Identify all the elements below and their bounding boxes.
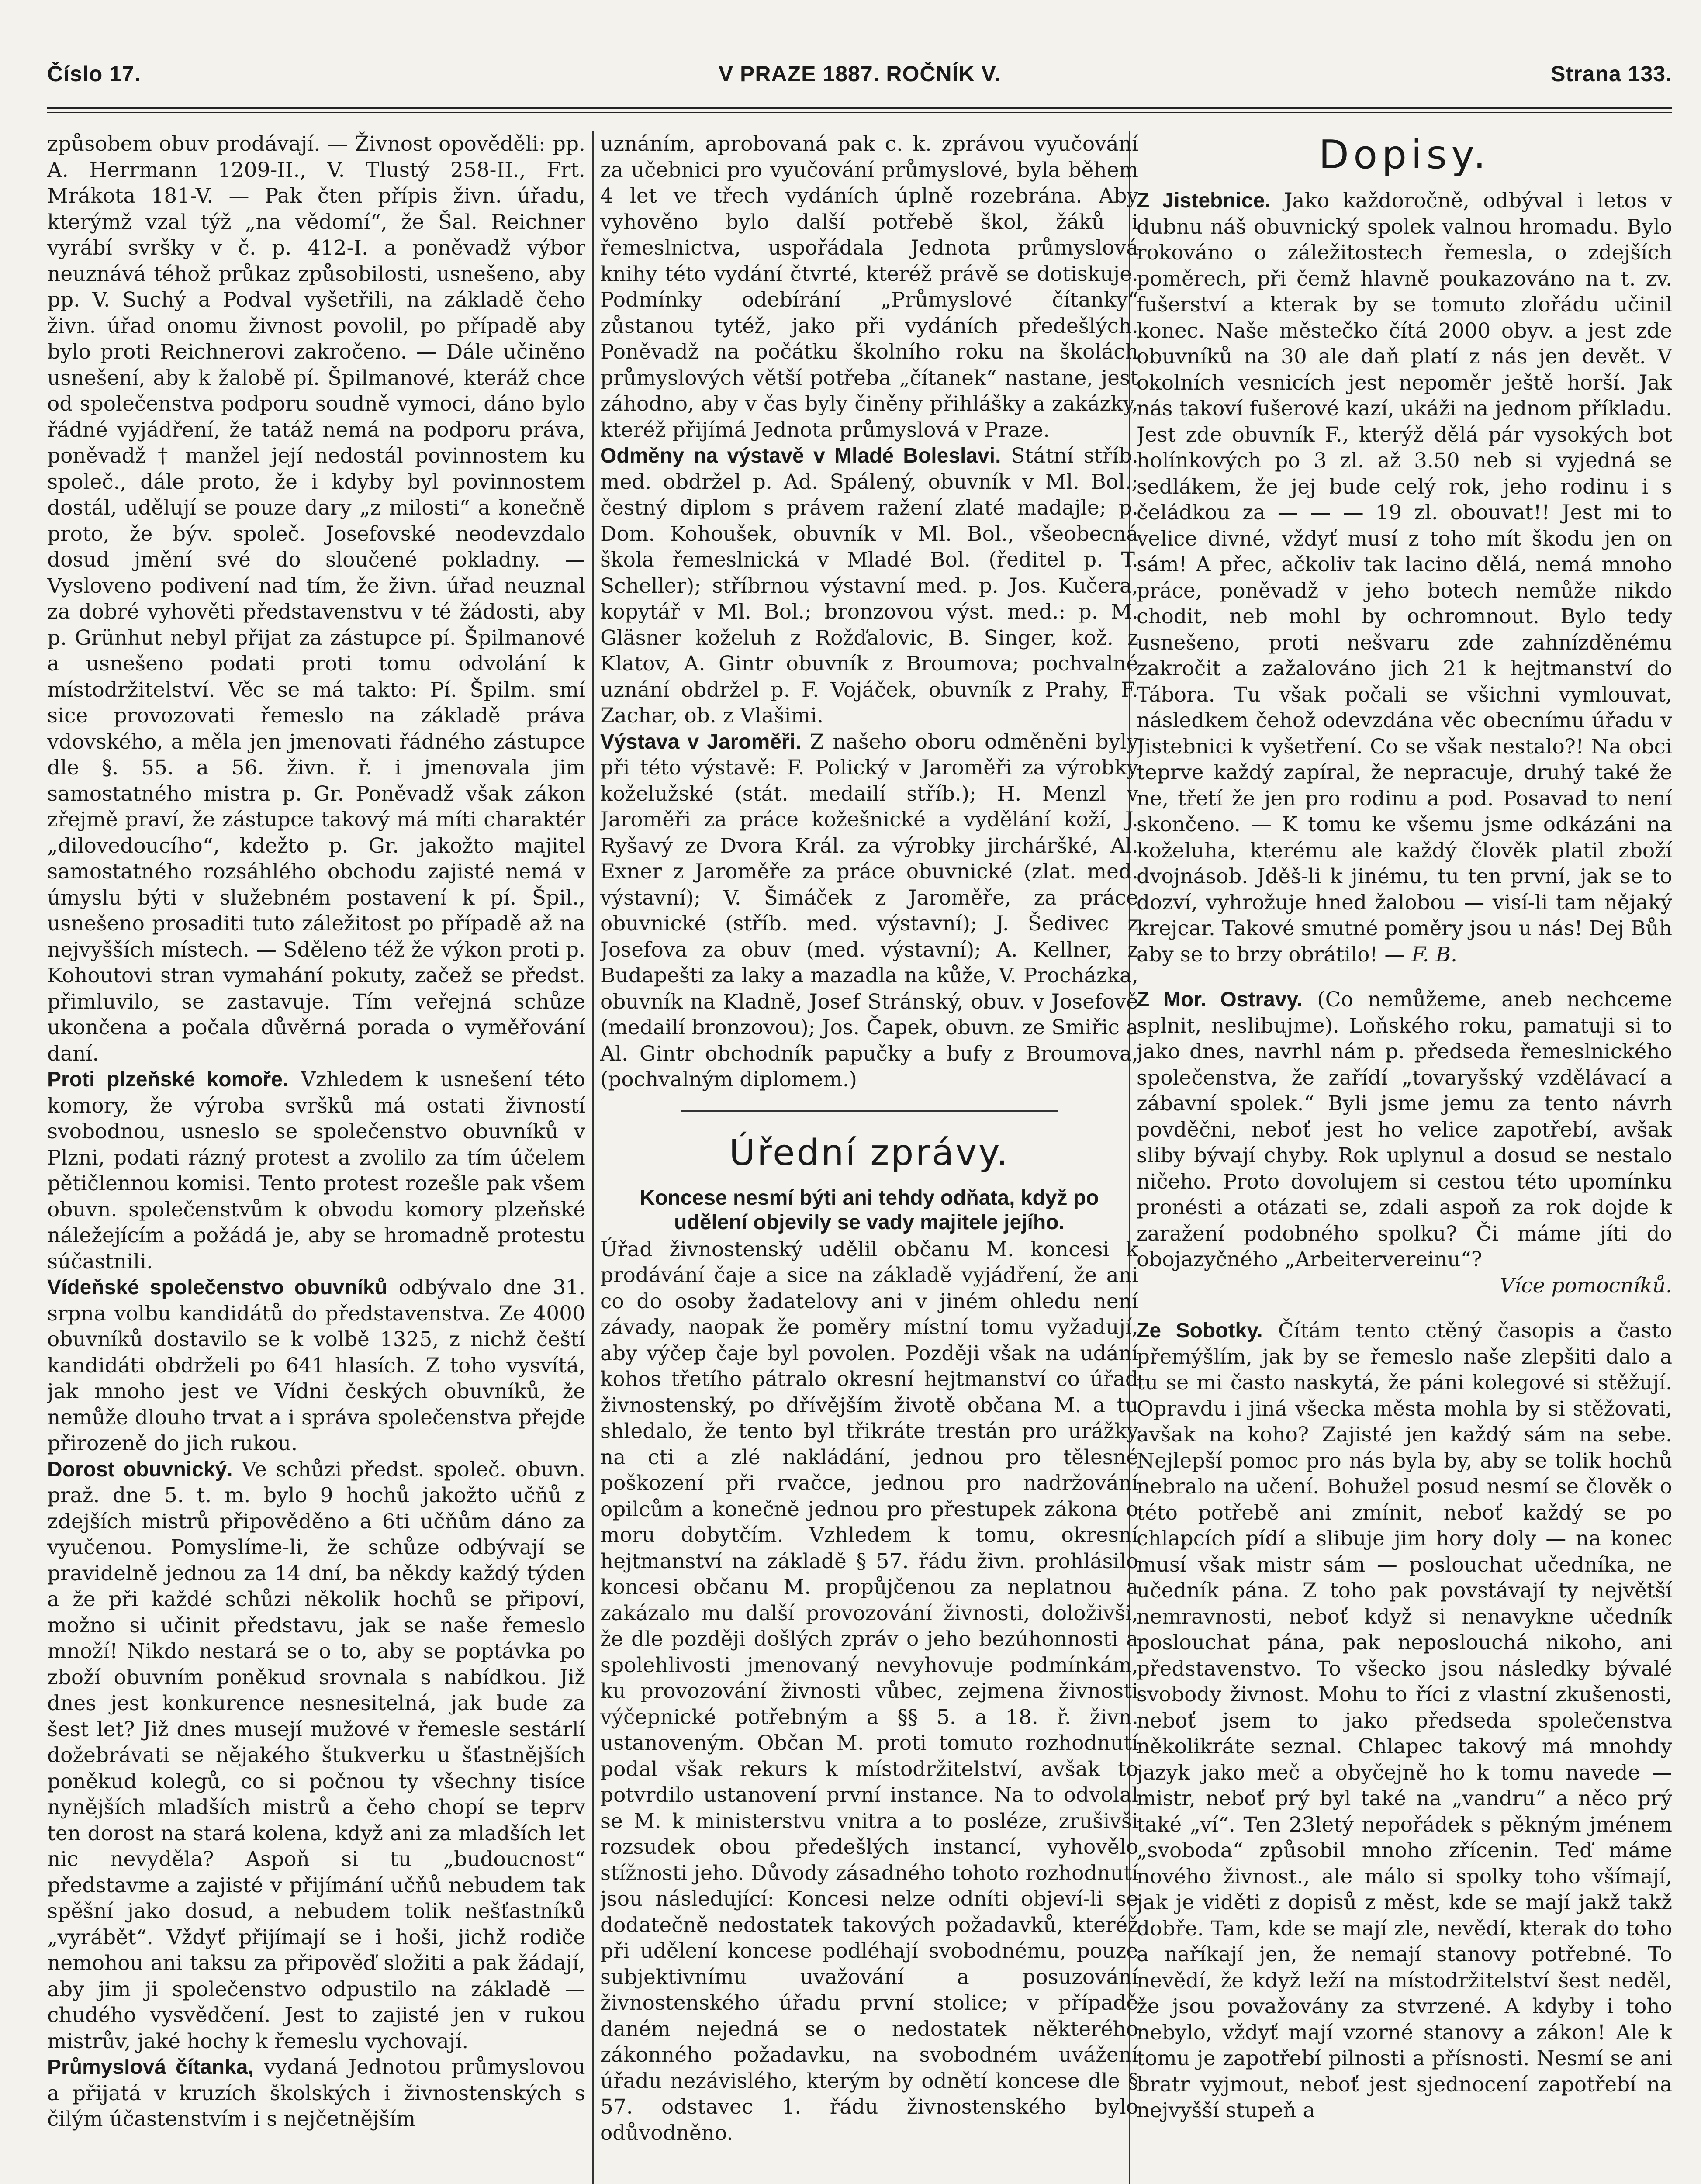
article-lead: Ze Sobotky.	[1137, 1319, 1263, 1342]
issue-number: Číslo 17.	[47, 62, 141, 86]
article-odmeny	[600, 443, 1138, 729]
spacer	[1137, 968, 1672, 987]
article-citanka	[47, 2054, 585, 2132]
article-body: Z našeho oboru odměněni byly při této výstavě: F. Polický v Jaroměři za výrobky koželužské (stát. medailí stříb.); H. Menzl v Jaroměři za práce kožešnické a vydělání koží, J. Ryšavý ze Dvora Král. za výrobky jircháršké, Al. Exner z Jaroměře za práce obuvnické (zlat. med. výstavní); V. Šimáček z Jaroměře, za práce obuvnické (stříb. med. výstavní); J. Šedivec z Josefova za obuv (med. výstavní); A. Kellner, z Budapešti za laky a mazadla na kůže, V. Procházka, obuvník na Kladně, Josef Stránský, obuv. v Josefově (medailí bronzovou); Jos. Čapek, obuvn. ze Smiřic a Al. Gintr obchodník papučky a bufy z Broumova, (pochvalným diplomem.)	[600, 729, 1138, 1092]
section-rule	[681, 1110, 1058, 1112]
article-lead: Z Mor. Ostravy.	[1137, 988, 1303, 1011]
page-number: Strana 133.	[1551, 62, 1672, 86]
spacer	[1137, 1299, 1672, 1318]
article-body: Čítám tento ctěný časopis a často přemýšlím, jak by se řemeslo naše zlepšiti dalo a tu se mi často naskytá, že páni kolegové si stěžují. Opravdu i jiná všecka města mohla by si stěžovati, avšak na koho? Zajisté jen každý sám na sebe. Nejlepší pomoc pro nás byla by, aby se tolik hochů nebralo na učení. Bohužel posud nesmí se člověk o této potřebě ani zmínit, neboť každý se po chlapcích pídí a slibuje jim hory doly — na konec musí však mistr sám — poslouchat učedníka, ne učedník pána. Z toho pak povstávají ty největší nemravnosti, neboť když si nenavykne učedník poslouchat pána, pak neposlouchá nikoho, ani představenstvo. To všecko jsou následky bývalé svobody živnost. Mohu to říci z vlastní zkušenosti, neboť jsem to jako předseda společenstva několikráte seznal. Chlapec takový má mnohdy jazyk jako meč a obyčejně ho k tomu navede — mistr, neboť prý byl také na „vandru“ a něco prý také „ví“. Ten 23letý nepořádek s pěkným jménem „svoboda“ způsobil mnoho zřícenin. Teď máme nového živnost., ale málo si spolky toho všímají, jak je viděti z dopisů z měst, kde se mají jakž takž dobře. Tam, kde se mají zle, nevědí, kterak do toho a naříkají jen, že nemají stanovy potřebné. To nevědí, že když leží na místodržitelství šest neděl, že jsou považovány za stvrzené. A kdyby i toho nebylo, vždyť mají vzorné stanovy a zákon! Ale k tomu je zapotřebí pilnosti a přísnosti. Nesmí se ani bratr vyjmout, neboť jest sjednocení zapotřebí na nejvyšší stupeň a	[1137, 1319, 1672, 2122]
article-lead: Vídeňské společenstvo obuvníků	[47, 1276, 388, 1299]
column-divider-1	[592, 131, 594, 2184]
article-koncese: Úřad živnostenský udělil občanu M. koncesi k prodávání čaje a sice na základě vyjádření, že ani co do osoby žadatelovy ani v jiném ohledu není závady, naopak že poměry místní tomu vyžadují, aby výčep čaje byl povolen. Později však na udání kohos třetího pátralo okresní hejtmanství co úřad živnostenský, po dřívějším životě občana M. a tu shledalo, že tento byl třikráte trestán pro urážky na cti a zlé nakládání, jednou pro tělesné poškození při rvačce, jednou pro nadržování opilcům a konečně jednou pro přestupek zákona o moru dobytčím. Vzhledem k tomu, okresní hejtmanství na základě § 57. řádu živn. prohlásilo koncesi občanu M. propůjčenou za neplatnou a zakázalo mu další provozování živnosti, doloživši, že dle později došlých zpráv o jeho bezúhonnosti a spolehlivosti jmenovaný nevyhovuje podmínkám, ku provozování živnosti vůbec, zejmena živnosti výčepnické potřebným a §§ 5. a 18. ř. živn. ustanoveným. Občan M. proti tomuto rozhodnutí podal však rekurs k místodržitelství, avšak to potvrdilo ustanovení první instance. Na to odvolal se M. k ministerstvu vnitra a to posléze, zrušivši rozsudek obou předešlých instancí, vyhovělo stížnosti jeho. Důvody zásadného tohoto rozhodnutí jsou následující: Koncesi nelze odníti objeví-li se dodatečně nedostatek takových požadavků, kteréž při udělení koncese podléhají svobodnému, pouze subjektivnímu uvažování a posuzování živnostenského úřadu první stolice; v případě daném nejedná se o nedostatek některého zákonného požadavku, na svobodném uvážení úřadu nezávislého, kterým by odnětí koncese dle § 57. odstavec 1. řádu živnostenského bylo odůvodněno.	[600, 1237, 1138, 2145]
article-plzen	[47, 1067, 585, 1275]
article-lead: Dorost obuvnický.	[47, 1458, 233, 1481]
letter-sobotka	[1137, 1318, 1672, 2124]
article-body: odbývalo dne 31. srpna volbu kandidátů do představenstva. Ze 4000 obuvníků dostavilo se k volbě 1325, z nichž čeští kandidáti obdrželi po 641 hlasích. Z toho vysvítá, jak mnoho jest ve Vídni českých obuvníků, že nemůže dlouho trvat a i správa společenstva přejde přirozeně do jich rukou.	[47, 1275, 585, 1455]
article-jaromer	[600, 729, 1138, 1093]
article-lead: Průmyslová čítanka,	[47, 2056, 254, 2079]
signature: F. B.	[1411, 942, 1457, 967]
article-lead: Z Jistebnice.	[1137, 189, 1271, 212]
article-lead: Výstava v Jaroměři.	[600, 730, 802, 753]
column-2	[600, 131, 1138, 2184]
article-headline: Koncese nesmí býti ani tehdy odňata, když po udělení objevily se vady majitele jejího.	[640, 1186, 1099, 1234]
masthead	[47, 61, 1672, 96]
masthead-title: V PRAZE 1887. ROČNÍK V.	[718, 62, 1001, 86]
article-body: vydaná Jednotou průmyslovou a přijatá v kruzích školských i živnostenských s čilým účastenstvím i s nejčetnějším	[47, 2055, 585, 2131]
section-title: Úřední zprávy.	[729, 1132, 1010, 1174]
article-body: Státní stříb. med. obdržel p. Ad. Spálený, obuvník v Ml. Bol.; čestný diplom s právem ražení zlaté madajle; p. Dom. Kohoušek, obuvník v Ml. Bol., všeobecná škola řemeslnická v Mladé Bol. (ředitel p. T. Scheller); stříbrnou výstavní med. p. Jos. Kučera, kopytář v Ml. Bol.; bronzovou výst. med.: p. M. Gläsner koželuh z Rožďalovic, B. Singer, kož. z Klatov, A. Gintr obuvník z Broumova; pochvalné uznání obdržel p. F. Vojáček, obuvník z Prahy, F. Zachar, ob. z Vlašimi.	[600, 444, 1138, 728]
letter-jistebnice	[1137, 188, 1672, 968]
letter-ostrava	[1137, 987, 1672, 1273]
article-continuation: uznáním, aprobovaná pak c. k. zprávou vyučování za učebnici pro vyučování průmyslové, byla během 4 let ve třech vydáních úplně rozebrána. Aby vyhověno bylo další potřebě škol, žáků i řemeslnictva, uspořádala Jednota průmyslová knihy této vydání čtvrté, kteréž právě se dotiskuje. Podmínky odebírání „Průmyslové čítanky“ zůstanou tytéž, jako při vydáních předešlých. Poněvadž na počátku školního roku na školách průmyslových větší potřeba „čítanek“ nastane, jest záhodno, aby v čas byly činěny přihlášky a zakázky, kteréž přijímá Jednota průmyslová v Praze.	[600, 132, 1138, 442]
article-dorost	[47, 1457, 585, 2055]
article-body: Ve schůzi předst. společ. obuvn. praž. dne 5. t. m. bylo 9 hochů jakožto učňů z zdejších mistrů připověděno a 6ti učňům dáno za vyučenou. Pomyslíme-li, že schůze odbývají se pravidelně jednou za 14 dní, ba někdy každý týden a že při každé schůzi několik hochů se připoví, možno si učinit představu, jak se naše řemeslo množí! Nikdo nestará se o to, aby se poptávka po zboží obuvním poněkud srovnala s nabídkou. Již dnes jest konkurence nesnesitelná, jak bude za šest let? Již dnes musejí mužové v řemesle sestárlí dožebrávati se nějakého štukverku u šťastnějších poněkud kolegů, co si počnou ty všechny tisíce nynějších mladších mistrů a čeho chopí se teprv ten dorost na stará kolena, když ani za mladších let nic nevyděla? Aspoň si tu „budoucnost“ představme a zajisté v přijímání učňů nebudem tak spěšní jako dosud, a nebudem tolik nešťastníků „vyrábět“. Vždyť přijímají se i hoši, jichž rodiče nemohou ani taksu za připověď složiti a pak žádají, aby jim ji společenstvo odpustilo na základě — chudého vysvědčení. Jest to zajisté jen v rukou mistrův, jaké hochy k řemeslu vychovají.	[47, 1457, 585, 2053]
column-3	[1137, 131, 1672, 2184]
article-viden	[47, 1275, 585, 1457]
article-lead: Odměny na výstavě v Mladé Boleslavi.	[600, 444, 1001, 467]
header-rule	[47, 107, 1672, 113]
article-continuation: způsobem obuv prodávají. — Živnost opověděli: pp. A. Herrmann 1209-II., V. Tlustý 258-II., Frt. Mrákota 181-V. — Pak čten přípis živn. úřadu, kterýmž vzal týž „na vědomí“, že Šal. Reichner vyrábí svršky v č. p. 412-I. a poněvadž výbor neuznává téhož průkaz způsobilosti, usnešeno, aby pp. V. Suchý a Podval vyšetřili, na základě čeho živn. úřad onomu živnost povolil, po případě aby bylo proti Reichnerovi zakročeno. — Dále učiněno usnešení, aby k žalobě pí. Špilmanové, kteráž chce od společenstva podporu soudně vymoci, dáno bylo řádné vyjádření, že tatáž nemá na podporu práva, poněvadž † manžel její nedostál povinnostem ku společ., dále proto, že i kdyby byl povinnostem dostál, udělují se pouze dary „z milosti“ a konečně proto, že býv. společ. Josefovské neodevzdalo dosud jmění své do sloučené pokladny. — Vysloveno podivení nad tím, že živn. úřad neuznal za dobré vyhověti představenstvu v té žádosti, aby p. Grünhut nebyl přijat za zástupce pí. Špilmanové a usnešeno podati proti tomu odvolání k místodržitelství. Věc se má takto: Pí. Špilm. smí sice provozovati řemeslo na základě práva vdovského, a měla jen jmenovati řádného zástupce dle §. 55. a 56. živn. ř. i jmenovala jim samostatného mistra p. Gr. Poněvadž však zákon zřejmě praví, že zástupce takový má míti charaktér „dilovedoucího“, kdežto p. Gr. jakožto majitel samostatného rozsáhlého obchodu zajisté nemá v úmyslu býti v služebném postavení k pí. Špil., usnešeno prosaditi tuto záležitost po případě až na nejvyšších místech. — Sděleno též že výkon proti p. Kohoutovi stran vymahání pokuty, začež se předst. přimluvilo, se zastavuje. Tím veřejná schůze ukončena a počala důvěrná porada o vyměřování daní.	[47, 132, 585, 1066]
column-1	[47, 131, 585, 2184]
article-body: Vzhledem k usnešení této komory, že výroba svršků má ostati živností svobodnou, usneslo se společenstvo obuvníků v Plzni, podati rázný protest a zvolilo za tím účelem pětičlennou komisi. Tento protest rozešle pak všem obuvn. společenstvům k obvodu komory plzeňské náležejícím a požádá je, aby se hromadně protestu súčastnili.	[47, 1068, 585, 1274]
signature: Více pomocníků.	[1500, 1273, 1672, 1298]
section-title: Dopisy.	[1318, 132, 1490, 178]
article-lead: Proti plzeňské komoře.	[47, 1068, 289, 1091]
article-body: (Co nemůžeme, aneb nechceme splnit, neslibujme). Loňského roku, pamatuji si to jako dnes, navrhl nám p. předseda řemeslnického společenstva, že zařídí „tovaryšský vzdělávací a zábavní spolek.“ Byli jsme jemu za tento návrh povděčni, neboť jest ho velice zapotřebí, avšak sliby bývají chyby. Rok uplynul a dosud se nestalo ničeho. Proto dovolujem si cestou této upomínku pronésti a otázati se, zdali aspoň za rok dojde k zaražení podobného spolku? Či máme jíti do obojazyčného „Arbeitervereinu“?	[1137, 988, 1672, 1272]
article-body: Jako každoročně, odbýval i letos v dubnu náš obuvnický spolek valnou hromadu. Bylo rokováno o záležitostech řemesla, o zdejších poměrech, při čemž hlavně poukazováno na t. zv. fušerství a kterak by se tomuto zlořádu učinil konec. Naše městečko čítá 2000 obyv. a jest zde obuvníků na 30 ale daň platí z nás jen devět. V okolních vesnicích jest nepoměr ještě horší. Jak nás takoví fušerové kazí, ukáži na jednom příkladu. Jest zde obuvník F., kterýž dělá pár vysokých bot holínkových po 3 zl. až 3.50 neb si vyjedná se sedlákem, že jej bude celý rok, jeho rodinu i s čeládkou za — — — 19 zl. obouvat!! Jest mi to velice divné, vždyť musí z toho mít škodu jen on sám! A přec, ačkoliv tak lacino dělá, nemá mnoho práce, poněvadž v jeho botech nemůže nikdo chodit, neb mohl by ochromnout. Bylo tedy usnešeno, proti nešvaru zde zahnízděnému zakročit a zažalováno jich 21 k hejtmanství do Tábora. Tu však počali se všichni vymlouvat, následkem čehož odevzdána věc obecnímu úřadu v Jistebnici k vyšetření. Co se však nestalo?! Na obci teprve každý zapíral, že nepracuje, druhý také že ne, třetí že jen pro rodinu a pod. Posavad to není skončeno. — K tomu ke všemu jsme odkázáni na koželuha, kterému ale každý člověk platil zboží dvojnásob. Jděš-li k jinému, tu ten první, jak se to dozví, vyhrožuje hned žalobou — visí-li tam nějaký krejcar. Takové smutné poměry jsou u nás! Dej Bůh aby se to brzy obrátilo! —	[1137, 189, 1672, 967]
